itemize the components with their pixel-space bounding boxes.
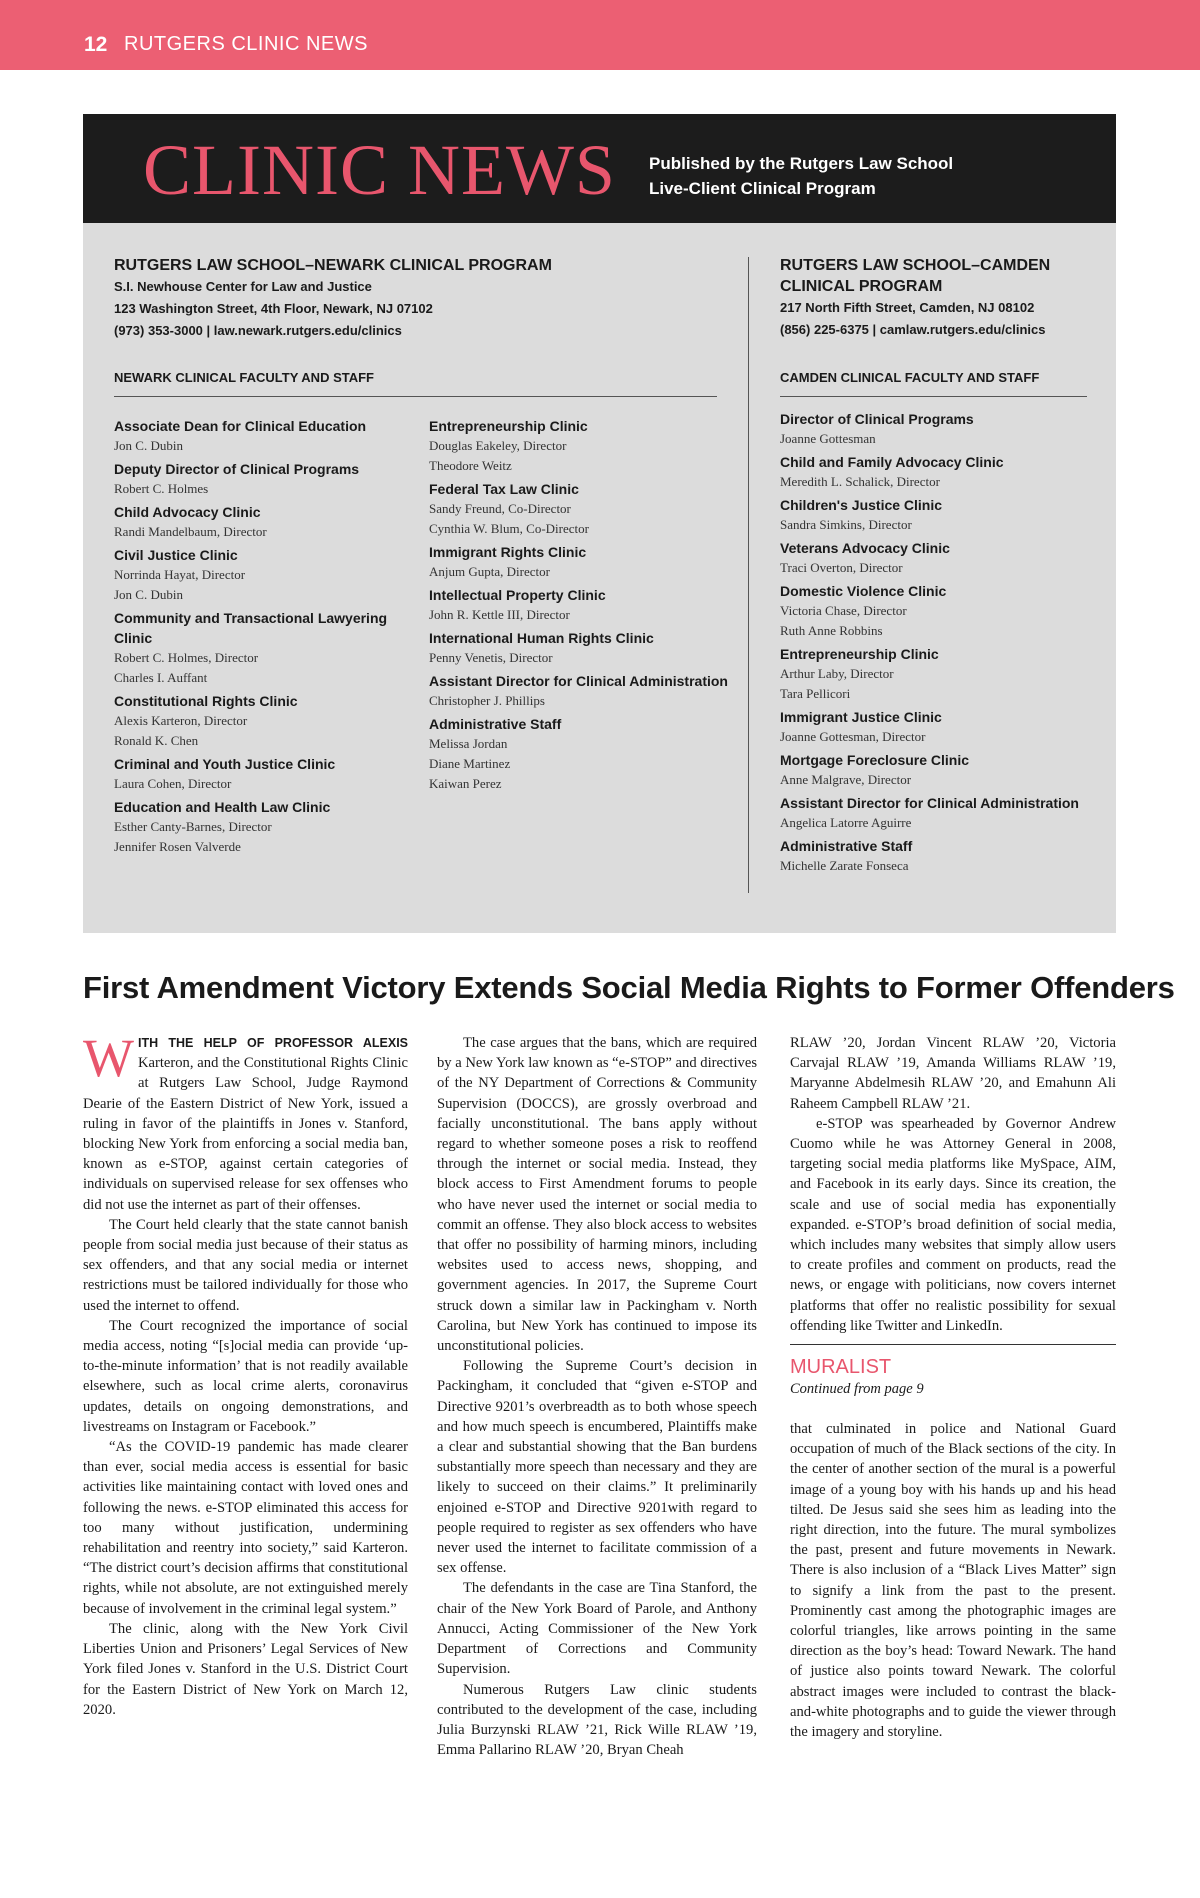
camden-column [780, 409, 1100, 879]
entry-title: Children's Justice Clinic [780, 497, 943, 513]
directory-entry [114, 459, 404, 499]
camden-section-title: CAMDEN CLINICAL FACULTY AND STAFF [780, 370, 1040, 385]
entry-title: Immigrant Rights Clinic [429, 544, 587, 560]
entry-person: Penny Venetis, Director [429, 650, 553, 665]
entry-title: Entrepreneurship Clinic [780, 646, 939, 662]
entry-person: Norrinda Hayat, Director [114, 567, 246, 582]
entry-person: John R. Kettle III, Director [429, 607, 570, 622]
newark-column-2 [429, 416, 729, 797]
entry-person: Esther Canty-Barnes, Director [114, 819, 272, 834]
entry-person: Theodore Weitz [429, 458, 512, 473]
directory-entry [780, 452, 1100, 492]
article-paragraph: Following the Supreme Court’s decision in Packingham, it concluded that “given e-STOP and Directive 9201’s overbreadth as to both whose speech and how much speech is encumbered, Plaintiffs make a clear and substantial showing that the Ban burdens substantially more speech than necessary and they are likely to succeed on their claims.” It preliminarily enjoined e-STOP and Directive 9201with regard to people required to register as sex offenders who have never used the internet to facilitate commission of a sex offense. [437, 1358, 757, 1577]
directory-entry [780, 793, 1100, 833]
entry-person: Douglas Eakeley, Director [429, 438, 567, 453]
article-paragraph: The case argues that the bans, which are required by a New York law known as “e-STOP” and directives of the NY Department of Corrections & Community Supervision (DOCCS), are grossly overbroad and facially unconstitutional. The bans apply without regard to whether someone poses a risk to reoffend through the internet or social media. Instead, they block access to First Amendment forums to people who have never used the internet or social media to commit an offense. They also block access to websites that offer no possibility of harming minors, including websites used to access news, shopping, and government agencies. In 2017, the Supreme Court struck down a similar law in Packingham v. North Carolina, but New York has continued to impose its unconstitutional policies. [437, 1035, 757, 1355]
entry-title: Criminal and Youth Justice Clinic [114, 756, 336, 772]
newark-section-title: NEWARK CLINICAL FACULTY AND STAFF [114, 370, 374, 385]
entry-title: Immigrant Justice Clinic [780, 709, 942, 725]
article-column-3 [790, 1033, 1116, 1742]
entry-person: Jennifer Rosen Valverde [114, 839, 241, 854]
entry-title: Domestic Violence Clinic [780, 583, 947, 599]
entry-person: Diane Martinez [429, 756, 511, 771]
article-opening-paragraph [83, 1028, 408, 1215]
entry-person: Meredith L. Schalick, Director [780, 474, 940, 489]
entry-title: Assistant Director for Clinical Administration [780, 795, 1079, 811]
entry-title: Director of Clinical Programs [780, 411, 974, 427]
directory-entry [114, 754, 404, 794]
page-header-bar [0, 0, 1200, 70]
entry-title: Civil Justice Clinic [114, 547, 238, 563]
article-paragraph: The defendants in the case are Tina Stanford, the chair of the New York Board of Parole, and Anthony Annucci, Acting Commissioner of the New York Department of Corrections and Community Supervision. [437, 1580, 757, 1678]
masthead-title: CLINIC NEWS [143, 130, 616, 210]
article-paragraph: Karteron, and the Constitutional Rights Clinic at Rutgers Law School, Judge Raymond Dearie of the Eastern District of New York, issued a ruling in favor of the plaintiffs in Jones v. Stanford, blocking New York from enforcing a social media ban, known as e-STOP, against certain categories of individuals on supervised release for sex offenses who did not use the internet as part of their offenses. [83, 1055, 408, 1213]
directory-entry [780, 538, 1100, 578]
directory-entry [780, 495, 1100, 535]
masthead [83, 114, 1116, 223]
directory-entry [780, 409, 1100, 449]
directory-entry [429, 479, 729, 539]
directory-entry [429, 714, 729, 794]
camden-program-title-2: CLINICAL PROGRAM [780, 278, 943, 295]
publication-name: RUTGERS CLINIC NEWS [124, 33, 368, 55]
directory-entry [429, 416, 729, 476]
entry-title: Federal Tax Law Clinic [429, 481, 579, 497]
entry-person: Tara Pellicori [780, 686, 851, 701]
entry-person: Jon C. Dubin [114, 587, 183, 602]
clinic-directory [83, 223, 1116, 933]
directory-entry [114, 416, 404, 456]
entry-person: Arthur Laby, Director [780, 666, 894, 681]
entry-person: Traci Overton, Director [780, 560, 903, 575]
directory-entry [429, 671, 729, 711]
camden-contact: (856) 225-6375 | camlaw.rutgers.edu/clinics [780, 322, 1046, 337]
directory-entry [429, 585, 729, 625]
directory-entry [780, 750, 1100, 790]
newark-program-title: RUTGERS LAW SCHOOL–NEWARK CLINICAL PROGRAM [114, 257, 552, 274]
muralist-divider [790, 1344, 1116, 1345]
directory-entry [114, 608, 404, 688]
article-lead-in: ITH THE HELP OF PROFESSOR ALEXIS [137, 1036, 408, 1050]
entry-person: Robert C. Holmes [114, 481, 209, 496]
newark-divider [114, 396, 717, 397]
entry-person: Cynthia W. Blum, Co-Director [429, 521, 589, 536]
entry-person: Angelica Latorre Aguirre [780, 815, 912, 830]
article-paragraph: RLAW ’20, Jordan Vincent RLAW ’20, Victoria Carvajal RLAW ’19, Amanda Williams RLAW ’19, Maryanne Abdelmesih RLAW ’20, and Emahunn Ali Raheem Campbell RLAW ’21. [790, 1035, 1116, 1112]
tagline-line-2: Live-Client Clinical Program [649, 179, 876, 198]
entry-title: Associate Dean for Clinical Education [114, 418, 367, 434]
entry-title: Deputy Director of Clinical Programs [114, 461, 360, 477]
entry-title: Mortgage Foreclosure Clinic [780, 752, 970, 768]
entry-person: Robert C. Holmes, Director [114, 650, 259, 665]
entry-title: Entrepreneurship Clinic [429, 418, 588, 434]
entry-title: Intellectual Property Clinic [429, 587, 606, 603]
article-paragraph: e-STOP was spearheaded by Governor Andrew Cuomo while he was Attorney General in 2008, targeting social media platforms like MySpace, AIM, and Facebook in its early days. Since its creation, the scale and use of social media has exponentially expanded. e-STOP’s broad definition of social media, which includes many websites that simply allow users to create profiles and comment on products, read the news, or engage with politicians, now covers internet platforms that offer no realistic possibility for sexual offending like Twitter and LinkedIn. [790, 1115, 1116, 1334]
newark-column-1 [114, 416, 404, 860]
masthead-tagline [649, 151, 1029, 201]
camden-program-info [780, 255, 1100, 341]
muralist-paragraph: that culminated in police and National Guard occupation of much of the Black sections of the city. In the center of another section of the mural is a powerful image of a young boy with his hands up and his head tilted. De Jesus said she sees him as leading into the right direction, into the future. The mural symbolizes the past, present and future movements in Newark. There is also inclusion of a “Black Lives Matter” sign to signify a link from the past to the present. Prominently cast among the photographic images are colorful triangles, like arrows pointing in the same direction as the boy’s head: Toward Newark. The hand of justice also points toward Newark. The colorful abstract images were included to contrast the black-and-white photographs and to guide the viewer through the imagery and storyline. [790, 1421, 1116, 1741]
entry-person: Ruth Anne Robbins [780, 623, 883, 638]
entry-person: Christopher J. Phillips [429, 693, 545, 708]
entry-person: Charles I. Auffant [114, 670, 208, 685]
directory-entry [114, 691, 404, 751]
entry-title: Child and Family Advocacy Clinic [780, 454, 1004, 470]
camden-divider [780, 396, 1087, 397]
entry-person: Sandra Simkins, Director [780, 517, 912, 532]
article-column-2 [437, 1033, 757, 1760]
entry-person: Randi Mandelbaum, Director [114, 524, 267, 539]
entry-title: Veterans Advocacy Clinic [780, 540, 950, 556]
newark-program-info [114, 255, 754, 342]
entry-title: Assistant Director for Clinical Administration [429, 673, 728, 689]
entry-person: Joanne Gottesman, Director [780, 729, 926, 744]
entry-person: Melissa Jordan [429, 736, 508, 751]
article-headline: First Amendment Victory Extends Social Media Rights to Former Offenders [83, 970, 1175, 1005]
article-paragraph: Numerous Rutgers Law clinic students contributed to the development of the case, including Julia Burzynski RLAW ’21, Rick Wille RLAW ’19, Emma Pallarino RLAW ’20, Bryan Cheah [437, 1681, 757, 1759]
entry-person: Sandy Freund, Co-Director [429, 501, 571, 516]
article-paragraph: The clinic, along with the New York Civil Liberties Union and Prisoners’ Legal Services of New York filed Jones v. Stanford in the U.S. District Court for the Eastern District of New York on March 12, 2020. [83, 1620, 408, 1718]
entry-title: International Human Rights Clinic [429, 630, 654, 646]
article-paragraph: The Court recognized the importance of social media access, noting “[s]ocial media can provide ‘up-to-the-minute information’ that is not readily available elsewhere, such as local crime alerts, coronavirus updates, details on ongoing demonstrations, and livestreams on Instagram or Facebook.” [83, 1317, 408, 1435]
article-column-1 [83, 1028, 408, 1720]
camden-program-title-1: RUTGERS LAW SCHOOL–CAMDEN [780, 257, 1051, 274]
muralist-title: MURALIST [790, 1356, 892, 1379]
article-paragraph: “As the COVID-19 pandemic has made clearer than ever, social media access is essential for basic activities like maintaining contact with loved ones and following the news. e-STOP eliminated this access for too many without justification, undermining rehabilitation and reentry into society,” said Karteron. “The district court’s decision affirms that constitutional rights, while not absolute, are not extinguished merely because of involvement in the criminal legal system.” [83, 1439, 408, 1617]
entry-person: Laura Cohen, Director [114, 776, 232, 791]
newark-address: 123 Washington Street, 4th Floor, Newark, NJ 07102 [114, 301, 433, 316]
entry-title: Education and Health Law Clinic [114, 799, 331, 815]
directory-entry [780, 836, 1100, 876]
directory-entry [429, 628, 729, 668]
directory-entry [114, 797, 404, 857]
entry-title: Constitutional Rights Clinic [114, 693, 298, 709]
entry-title: Community and Transactional Lawyering Clinic [114, 610, 388, 646]
entry-person: Jon C. Dubin [114, 438, 183, 453]
directory-entry [114, 545, 404, 605]
entry-person: Ronald K. Chen [114, 733, 199, 748]
entry-person: Michelle Zarate Fonseca [780, 858, 909, 873]
entry-person: Alexis Karteron, Director [114, 713, 248, 728]
directory-entry [780, 581, 1100, 641]
entry-person: Anjum Gupta, Director [429, 564, 550, 579]
page-number: 12 [84, 33, 108, 56]
entry-person: Anne Malgrave, Director [780, 772, 912, 787]
newark-contact: (973) 353-3000 | law.newark.rutgers.edu/clinics [114, 323, 402, 338]
camden-address: 217 North Fifth Street, Camden, NJ 08102 [780, 300, 1035, 315]
entry-title: Administrative Staff [780, 838, 913, 854]
drop-cap: W [83, 1028, 134, 1088]
directory-entry [780, 707, 1100, 747]
entry-title: Child Advocacy Clinic [114, 504, 261, 520]
entry-title: Administrative Staff [429, 716, 562, 732]
entry-person: Victoria Chase, Director [780, 603, 907, 618]
tagline-line-1: Published by the Rutgers Law School [649, 154, 954, 173]
muralist-continued-note: Continued from page 9 [790, 1381, 924, 1398]
article-paragraph: The Court held clearly that the state cannot banish people from social media just because of their status as sex offenders, and that any social media or internet restrictions must be tailored individually for those who used the internet to offend. [83, 1216, 408, 1314]
directory-entry [780, 644, 1100, 704]
directory-entry [429, 542, 729, 582]
newark-center: S.I. Newhouse Center for Law and Justice [114, 279, 372, 294]
entry-person: Kaiwan Perez [429, 776, 502, 791]
entry-person: Joanne Gottesman [780, 431, 876, 446]
directory-entry [114, 502, 404, 542]
column-divider [748, 257, 749, 893]
